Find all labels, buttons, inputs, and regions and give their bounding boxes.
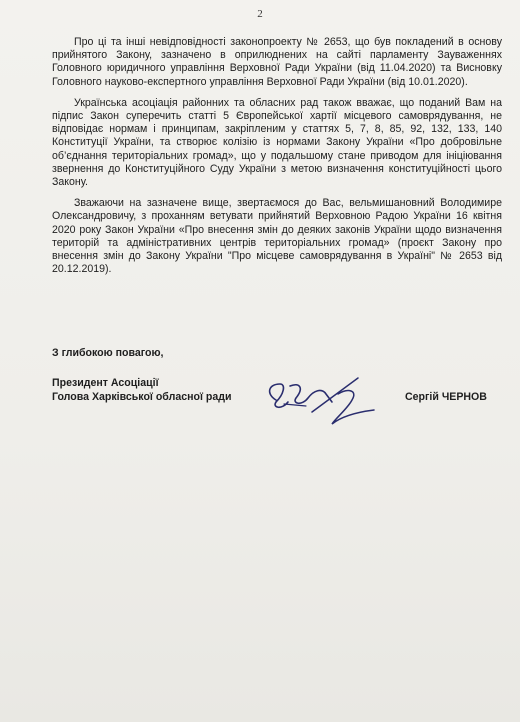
- closing-phrase: З глибокою повагою,: [52, 347, 164, 359]
- handwritten-signature: [262, 372, 382, 432]
- letter-body: [52, 36, 502, 284]
- signer-title-1: Президент Асоціації: [52, 377, 159, 389]
- signer-titles: [52, 377, 232, 404]
- paragraph-1: Про ці та інші невідповідності законопроекту № 2653, що був покладений в основу прийнятого Закону, зазначено в оприлюднених на сайті парламенту Зауваженнях Головного юридичного управління Верховної Ради України (від 11.04.2020) та Висновку Головного науково-експертного управління Верховної Ради України (від 10.01.2020).: [52, 36, 502, 88]
- signer-title-2: Голова Харківської обласної ради: [52, 390, 232, 403]
- page-number: 2: [257, 8, 263, 20]
- signer-name: Сергій ЧЕРНОВ: [405, 391, 487, 403]
- paragraph-2: Українська асоціація районних та обласних рад також вважає, що поданий Вам на підпис Закон суперечить статті 5 Європейської хартії місцевого самоврядування, не відповідає нормам і принципам, закріпленим у статтях 5, 7, 8, 85, 92, 132, 133, 140 Конституції України, та створює колізію із нормами Закону України «Про добровільне об’єднання територіальних громад», що у подальшому стане приводом для ініціювання звернення до Конституційного Суду України з метою визначення конституційності цього Закону.: [52, 96, 502, 189]
- paragraph-3: Зважаючи на зазначене вище, звертаємося до Вас, вельмишановний Володимире Олександровичу, з проханням ветувати прийнятий Верховною Радою України 16 квітня 2020 року Закон України «Про внесення змін до деяких законів України щодо визначення територій та адміністративних центрів територіальних громад» (проєкт Закону про внесення змін до Закону України "Про місцеве самоврядування в Україні" № 2653 від 20.12.2019).: [52, 197, 502, 276]
